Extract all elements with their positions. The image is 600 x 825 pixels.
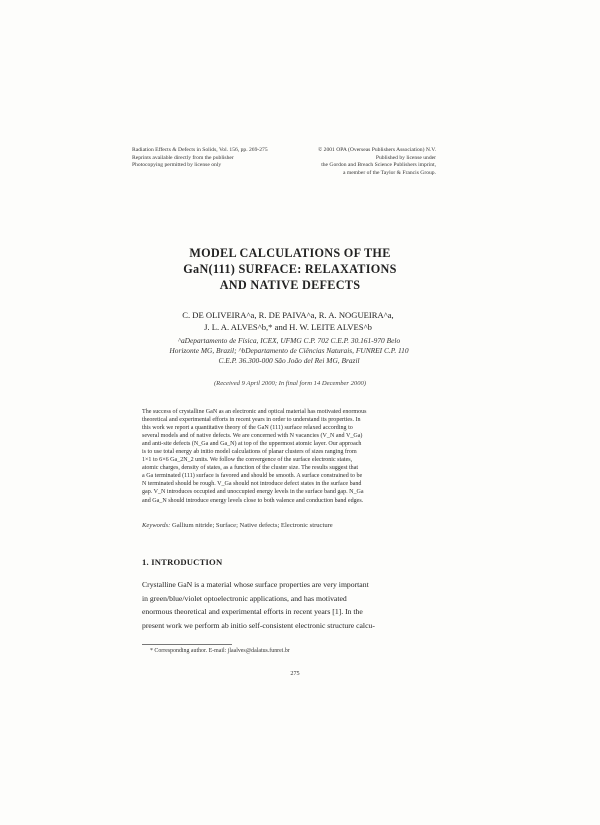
abstract-line: this work we report a quantitative theory of the GaN (111) surface relaxed according to — [142, 425, 353, 432]
abstract-line: is to use total energy ab initio model calculations of planar clusters of sizes ranging from — [142, 449, 357, 456]
author-line: J. L. A. ALVES^b,* and H. W. LEITE ALVES^b — [204, 322, 372, 332]
author-list — [138, 309, 438, 333]
body-paragraph — [142, 578, 442, 632]
title-line: GaN(111) SURFACE: RELAXATIONS — [183, 262, 397, 276]
keywords — [142, 522, 440, 529]
citation-line: Radiation Effects & Defects in Solids, Vol. 156, pp. 269-275 — [132, 147, 268, 153]
affiliations — [144, 336, 434, 365]
citation-line: Photocopying permitted by license only — [132, 162, 222, 168]
citation-line: Reprints available directly from the publisher — [132, 154, 234, 161]
abstract-line: atomic charges, density of states, as a function of the cluster size. The results suggest that — [142, 465, 359, 472]
affiliation-line: Horizonte MG, Brazil; ^bDepartamento de Ciências Naturais, FUNREI C.P. 110 — [169, 345, 409, 355]
keywords-label: Keywords: — [142, 522, 171, 529]
abstract-line: The success of crystalline GaN as an electronic and optical material has motivated enormous — [142, 409, 367, 415]
body-line: present work we perform ab initio self-consistent electronic structure calcu- — [142, 620, 375, 630]
title-line: MODEL CALCULATIONS OF THE — [189, 246, 391, 260]
copyright-line: Published by license under — [375, 154, 436, 161]
abstract-line: 1×1 to 6×6 Ga_2N_2 units. We follow the convergence of the surface electronic states, — [142, 457, 353, 464]
footnote: * Corresponding author. E-mail: jlaalves@dalatus.funrei.br — [150, 648, 290, 654]
affiliation-line: ^aDepartamento de Física, ICEX, UFMG C.P. 702 C.E.P. 30.161-970 Belo — [177, 336, 401, 345]
abstract-line: theoretical and experimental efforts in recent years in order to understand its properties. In — [142, 417, 361, 424]
body-line: in green/blue/violet optoelectronic applications, and has motivated — [142, 593, 347, 603]
author-line: C. DE OLIVEIRA^a, R. DE PAIVA^a, R. A. NOGUEIRA^a, — [182, 310, 394, 320]
affiliation-line: C.E.P. 36.300-000 São João del Rei MG, Brazil — [218, 355, 360, 365]
journal-citation — [132, 147, 302, 170]
body-line: enormous theoretical and experimental efforts in recent years [1]. In the — [142, 607, 363, 616]
abstract-line: N terminated should be rough. V_Ga should not introduce defect states in the surface band — [142, 481, 362, 488]
copyright-line: a member of the Taylor & Francis Group. — [342, 169, 436, 176]
abstract-line: and anti-site defects (N_Ga and Ga_N) at top of the uppermost atomic layer. Our approach — [142, 441, 362, 448]
page-number: 275 — [290, 670, 300, 677]
abstract-line: several models and of native defects. We are concerned with N vacancies (V_N and V_Ga) — [142, 433, 363, 440]
abstract-line: and Ga_N should introduce energy levels close to both valence and conduction band edges. — [142, 497, 364, 504]
copyright-notice — [300, 147, 436, 177]
abstract-line: a Ga terminated (111) surface is favored and should be smooth. A surface constrained to be — [142, 473, 363, 480]
body-line: Crystalline GaN is a material whose surface properties are very important — [142, 580, 369, 589]
keywords-text: Gallium nitride; Surface; Native defects; Electronic structure — [171, 522, 333, 529]
copyright-line: © 2001 OPA (Overseas Publishers Association) N.V. — [318, 147, 436, 153]
paper-title — [130, 245, 450, 293]
title-line: AND NATIVE DEFECTS — [219, 278, 361, 292]
section-heading: 1. INTRODUCTION — [142, 557, 223, 567]
abstract — [142, 408, 440, 505]
abstract-line: gap. V_N introduces occupied and unoccupied energy levels in the surface band gap. N_Ga — [142, 489, 364, 496]
received-date: (Received 9 April 2000; In final form 14 December 2000) — [213, 380, 367, 387]
footnote-divider — [142, 644, 232, 645]
copyright-line: the Gordon and Breach Science Publishers imprint, — [321, 162, 436, 168]
